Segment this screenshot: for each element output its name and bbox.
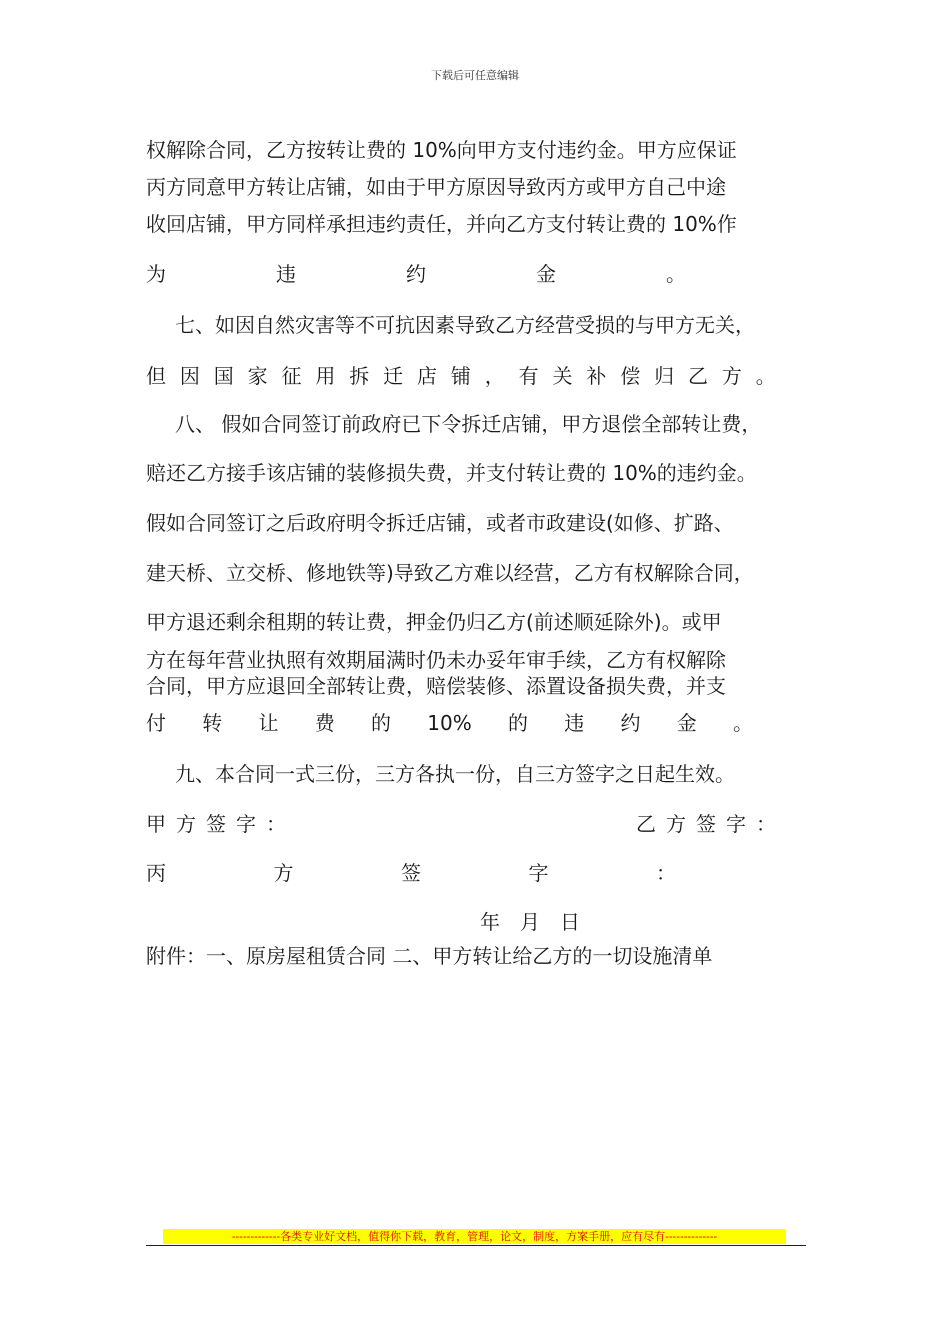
justified-line: [146, 366, 776, 386]
word: 拆: [349, 364, 370, 388]
word: ，: [484, 364, 505, 388]
body-line: 收回店铺，甲方同样承担违约责任，并向乙方支付转让费的 10%作: [146, 212, 737, 236]
word: ：: [756, 812, 776, 836]
word: 约: [406, 262, 426, 286]
word: 方: [273, 861, 294, 885]
word: 铺: [450, 364, 471, 388]
word: 方: [666, 812, 686, 836]
clause-8-line: 合同，甲方应退回全部转让费，赔偿装修、添置设备损失费，并支: [146, 674, 726, 698]
word: 的: [507, 711, 528, 735]
word: 金: [676, 711, 697, 735]
word: 约: [620, 711, 641, 735]
party-a-signature-label: [146, 814, 286, 834]
party-b-signature-label: [636, 814, 776, 834]
word: 方: [721, 364, 742, 388]
word: 字: [236, 812, 256, 836]
word: 归: [654, 364, 675, 388]
word: 违: [276, 262, 296, 286]
word: 年: [480, 910, 500, 934]
word: 但: [146, 364, 166, 388]
word: 补: [586, 364, 607, 388]
clause-8-line: 假如合同签订之后政府明令拆迁店铺，或者市政建设(如修、扩路、: [146, 511, 734, 535]
clause-8-line: 方在每年营业执照有效期届满时仍未办妥年审手续，乙方有权解除: [146, 648, 726, 672]
body-line: 丙方同意甲方转让店铺，如由于甲方原因导致丙方或甲方自己中途: [146, 175, 726, 199]
word: 征: [281, 364, 302, 388]
word: 乙: [636, 812, 656, 836]
footer-banner: -------------各类专业好文档，值得你下载，教育，管理，论文，制度，方案手册，应有尽有--------------: [163, 1229, 786, 1244]
clause-8-line: 八、 假如合同签订前政府已下令拆迁店铺，甲方退偿全部转让费，: [175, 412, 762, 436]
word: 签: [696, 812, 716, 836]
word: 有: [518, 364, 539, 388]
word: 字: [726, 812, 746, 836]
clause-8-line: 赔还乙方接手该店铺的装修损失费，并支付转让费的 10%的违约金。: [146, 461, 757, 485]
word: 日: [560, 910, 580, 934]
word: 用: [315, 364, 336, 388]
party-c-signature-label: [146, 863, 676, 883]
word: 字: [528, 861, 549, 885]
page-header: 下载后可任意编辑: [431, 69, 519, 82]
word: 的: [371, 711, 391, 735]
clause-9-line: 九、本合同一式三份，三方各执一份，自三方签字之日起生效。: [175, 762, 735, 786]
word: 店: [417, 364, 437, 388]
word: 金: [536, 262, 556, 286]
word: 让: [258, 711, 279, 735]
clause-8-line: 建天桥、立交桥、修地铁等)导致乙方难以经营，乙方有权解除合同，: [146, 561, 754, 585]
word: 丙: [146, 861, 166, 885]
attachments-line: 附件：一、原房屋租赁合同 二、甲方转让给乙方的一切设施清单: [146, 944, 713, 968]
word: 甲: [146, 812, 166, 836]
word: 费: [314, 711, 335, 735]
word: 转: [202, 711, 223, 735]
word: 签: [401, 861, 421, 885]
word: 。: [732, 711, 753, 735]
justified-line: [146, 713, 753, 733]
word: ：: [656, 861, 676, 885]
word: 家: [247, 364, 268, 388]
word: 乙: [688, 364, 708, 388]
word: ：: [266, 812, 286, 836]
word: 付: [146, 711, 166, 735]
word: 方: [176, 812, 196, 836]
word: 偿: [620, 364, 641, 388]
clause-7-line: 七、如因自然灾害等不可抗因素导致乙方经营受损的与甲方无关，: [175, 313, 755, 337]
word: 10%: [427, 711, 472, 735]
word: 。: [666, 262, 686, 286]
justified-line: [146, 264, 686, 284]
word: 。: [755, 364, 776, 388]
word: 关: [552, 364, 573, 388]
body-line: 权解除合同，乙方按转让费的 10%向甲方支付违约金。甲方应保证: [146, 138, 737, 162]
word: 迁: [383, 364, 404, 388]
signature-date: [480, 912, 580, 932]
word: 签: [206, 812, 226, 836]
word: 月: [520, 910, 540, 934]
footer-divider: [146, 1245, 806, 1246]
clause-8-line: 甲方退还剩余租期的转让费，押金仍归乙方(前述顺延除外)。或甲: [146, 610, 722, 634]
word: 国: [213, 364, 234, 388]
word: 因: [179, 364, 200, 388]
word: 违: [564, 711, 585, 735]
word: 为: [146, 262, 166, 286]
